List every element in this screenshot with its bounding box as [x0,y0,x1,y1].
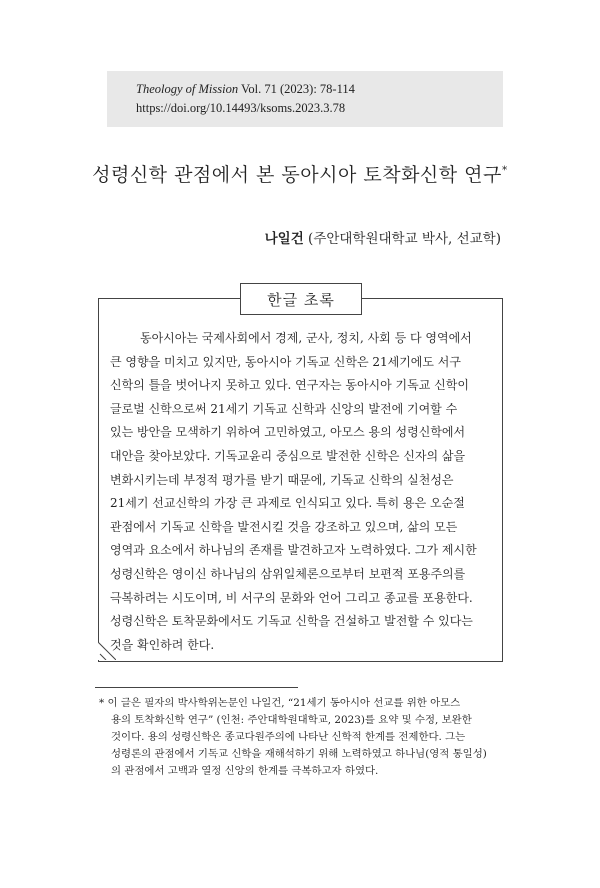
footnote [99,695,501,780]
abstract-line: 있는 방안을 모색하기 위하여 고민하였고, 아모스 용의 성령신학에서 [110,425,466,440]
footnote-marker[interactable]: * [501,163,508,177]
abstract-heading: 한글 초록 [240,283,362,315]
footnote-line: 용의 토착화신학 연구” (인천: 주안대학원대학교, 2023)를 요약 및 수정, 보완한 [111,714,472,726]
footnote-line: 의 관점에서 고백과 열정 신앙의 한계를 극복하고자 하였다. [111,765,379,777]
abstract-line: 성령신학은 토착문화에서도 기독교 신학을 건설하고 발전할 수 있다는 [110,614,473,629]
journal-citation [136,82,355,97]
author-name: 나일건 [264,231,304,247]
paper-title [0,160,600,187]
abstract-line: 대안을 찾아보았다. 기독교윤리 중심으로 발전한 신학은 신자의 삶을 [110,448,466,463]
abstract-line: 영역과 요소에서 하나님의 존재를 발견하고자 노력하였다. 그가 제시한 [110,543,477,558]
abstract-line: 동아시아는 국제사회에서 경제, 군사, 정치, 사회 등 다 영역에서 [140,331,472,345]
abstract-line: 것을 확인하려 한다. [110,637,215,652]
paper-title-text: 성령신학 관점에서 본 동아시아 토착화신학 연구 [92,164,502,186]
doi-link[interactable]: https://doi.org/10.14493/ksoms.2023.3.78 [136,101,346,115]
abstract-line: 21세기 선교신학의 가장 큰 과제로 인식되고 있다. 특히 용은 오순절 [110,496,465,511]
author-affiliation: (주안대학원대학교 박사, 선교학) [308,231,501,247]
abstract-line: 관점에서 기독교 신학을 발전시킬 것을 강조하고 있으며, 삶의 모든 [110,519,458,534]
journal-volume-info: Vol. 71 (2023): 78-114 [238,82,355,96]
footnote-line: 것이다. 용의 성령신학은 종교다원주의에 나타난 신학적 한계를 전제한다. 그는 [111,731,466,743]
footnote-line: 성령론의 관점에서 기독교 신학을 재해석하기 위해 노력하였고 하나님(영적 통일성) [111,748,487,760]
abstract-line: 극복하려는 시도이며, 비 서구의 문화와 언어 그리고 종교를 포용한다. [110,590,473,605]
abstract-line: 글로벌 신학으로써 21세기 기독교 신학과 신앙의 발전에 기여할 수 [110,401,458,416]
footnote-line: * 이 글은 필자의 박사학위논문인 나일건, “21세기 동아시아 선교를 위한 아모스 [99,697,461,709]
author-line [265,227,501,247]
abstract-body [110,327,490,657]
journal-title: Theology of Mission [136,82,239,96]
footnote-divider [95,687,298,688]
journal-header-box [107,71,503,127]
abstract-line: 신학의 틀을 벗어나지 못하고 있다. 연구자는 동아시아 기독교 신학이 [110,378,469,393]
abstract-line: 성령신학은 영이신 하나님의 삼위일체론으로부터 보편적 포용주의를 [110,566,466,581]
abstract-line: 변화시키는데 부정적 평가를 받기 때문에, 기독교 신학의 실천성은 [110,472,454,487]
abstract-line: 큰 영향을 미치고 있지만, 동아시아 기독교 신학은 21세기에도 서구 [110,354,461,369]
